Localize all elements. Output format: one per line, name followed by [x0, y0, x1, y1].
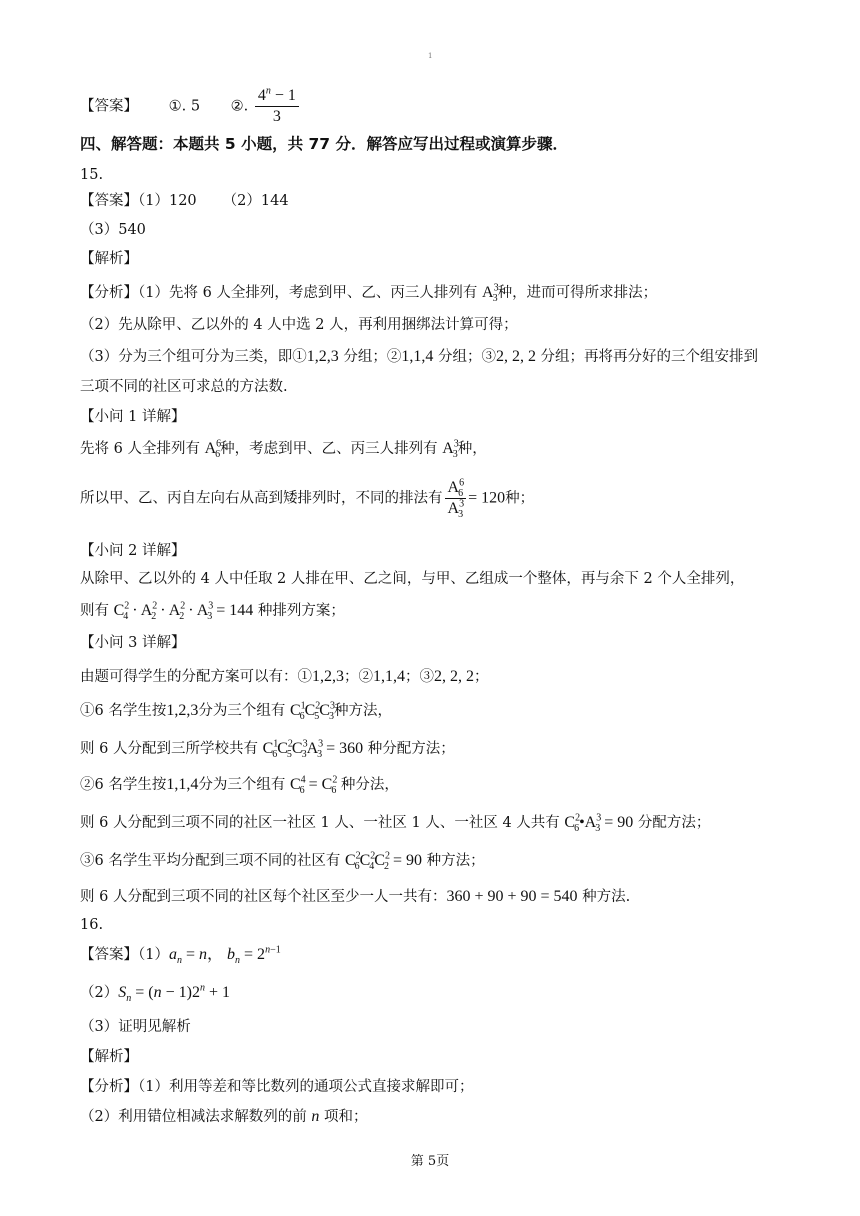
text: 由题可得学生的分配方案可以有：① [80, 669, 312, 685]
analysis-label: 【分析】 [80, 1079, 138, 1095]
analysis-text: 种，进而可得所求排法； [497, 285, 658, 301]
q15-part3-line3 [80, 738, 455, 760]
text: 种排列方案； [253, 603, 345, 619]
answer-label: 【答案】 [80, 98, 138, 115]
seq-114: 1,1,4 [166, 776, 199, 793]
text: 种分配方法； [363, 741, 455, 757]
q16-answer-1-prefix: （1） [138, 947, 169, 963]
text: 分为三个组有 [198, 777, 290, 793]
result: = 90 [600, 814, 634, 831]
q15-part3-line7 [80, 886, 630, 908]
text: 种方法； [422, 853, 485, 869]
q16-jiexi-label: 【解析】 [80, 1049, 138, 1065]
q15-part1-line2 [80, 478, 534, 519]
q15-analysis-2: （2）先从除甲、乙以外的 4 人中选 2 人，再利用捆绑法计算可得； [80, 317, 518, 333]
q15-part3-line4 [80, 774, 399, 796]
text: 分配方法； [633, 815, 711, 831]
text: ②6 名学生按 [80, 777, 167, 793]
text: ①6 名学生按 [80, 703, 167, 719]
q15-answer-line [80, 190, 289, 212]
result: 360 + 90 + 90 = 540 [446, 888, 578, 905]
q15-part2-line1: 从除甲、乙以外的 4 人中任取 2 人排在甲、乙之间，与甲、乙组成一个整体，再与余下 2 个人全排列， [80, 571, 745, 587]
text: 种； [505, 490, 535, 507]
result: = 90 [388, 852, 422, 869]
q15-part1-title: 【小问 1 详解】 [80, 409, 186, 425]
page-top-mark: 1 [428, 52, 433, 60]
text: 种方法. [577, 889, 631, 905]
formula-C62C42C22: $C^2_6C^2_4C^2_2$ [344, 850, 390, 873]
text: 先将 6 人全排列有 [80, 441, 205, 457]
answer-label: 【答案】 [80, 947, 138, 963]
q16-number: 16. [80, 917, 104, 933]
answer-option-1: ①. 5 [168, 98, 201, 115]
formula-A33: $A^3_3$ [442, 438, 459, 461]
q15-answer-2: （2）144 [222, 193, 289, 209]
q15-part2-title: 【小问 2 详解】 [80, 543, 186, 559]
formula-an-bn: $a_n = n$， $b_n = 2^{n-1}$ [168, 944, 281, 967]
q15-analysis-1 [80, 282, 657, 304]
text: 则有 [80, 603, 114, 619]
text: 所以甲、乙、丙自左向右从高到矮排列时，不同的排法有 [80, 490, 443, 507]
q15-part3-title: 【小问 3 详解】 [80, 635, 186, 651]
q15-part3-line1 [80, 666, 489, 688]
q16-answer-3: （3）证明见解析 [80, 1019, 191, 1035]
text: ；③ [405, 669, 434, 685]
analysis-text: 分组；② [338, 349, 402, 365]
q15-part1-line1 [80, 438, 487, 460]
seq-123: 1,2,3 [166, 702, 199, 719]
answer-fraction: $\frac{4^n - 1}{3}$ [255, 86, 299, 127]
variable-n: n [311, 1108, 320, 1125]
result: = 144 [212, 602, 254, 619]
analysis-text: 分组；③ [433, 349, 496, 365]
q16-answer-2 [80, 982, 230, 1004]
text: 种分法， [336, 777, 399, 793]
seq-123: 1,2,3 [312, 668, 344, 685]
seq-222: 2, 2, 2 [495, 348, 536, 365]
formula-A33: $A^3_3$ [482, 282, 499, 305]
fraction-A66-over-A33: $\frac{A^6_6}{A^3_3}$ [445, 478, 467, 519]
text: 则 6 人分配到三所学校共有 [80, 741, 263, 757]
q15-jiexi-label: 【解析】 [80, 251, 138, 267]
q15-answer-1: （1）120 [138, 193, 197, 209]
text: 则 6 人分配到三项不同的社区每个社区至少一人一共有： [80, 889, 447, 905]
q16-analysis-1 [80, 1076, 473, 1098]
analysis-text: （1）先将 6 人全排列，考虑到甲、乙、丙三人排列有 [138, 285, 483, 301]
formula-C64-eq-C62: $C^4_6 = C^2_6$ [289, 774, 338, 797]
text: 种方法， [333, 703, 392, 719]
text: 种，考虑到甲、乙、丙三人排列有 [220, 441, 443, 457]
analysis-text: 分组；再将再分好的三个组安排到 [535, 349, 759, 365]
q16-answer-2-prefix: （2） [80, 985, 119, 1001]
text: 种， [457, 441, 487, 457]
q15-part3-line6 [80, 850, 485, 872]
q15-answer-3: （3）540 [80, 222, 146, 238]
formula-A66: $A^6_6$ [204, 438, 222, 461]
q15-part3-line5 [80, 812, 710, 834]
answer-label: 【答案】 [80, 193, 138, 209]
text: 分为三个组有 [198, 703, 290, 719]
formula-C62A33: $C^2_6•A^3_3$ [564, 812, 602, 835]
q15-analysis-3 [80, 346, 758, 368]
analysis-text: 项和； [319, 1109, 368, 1125]
section-heading: 四、解答题：本题共 5 小题，共 77 分．解答应写出过程或演算步骤． [80, 135, 568, 153]
q15-part2-line2 [80, 600, 345, 622]
text: 则 6 人分配到三项不同的社区一社区 1 人、一社区 1 人、一社区 4 人共有 [80, 815, 565, 831]
seq-114: 1,1,4 [401, 348, 434, 365]
analysis-text: （1）利用等差和等比数列的通项公式直接求解即可； [138, 1079, 474, 1095]
text: ； [474, 669, 489, 685]
result: = 120 [468, 489, 506, 507]
analysis-text: （2）利用错位相减法求解数列的前 [80, 1109, 312, 1125]
analysis-label: 【分析】 [80, 285, 138, 301]
result: = 360 [322, 740, 364, 757]
q16-analysis-2 [80, 1106, 367, 1128]
answer-14-line [80, 86, 301, 127]
q15-analysis-3-cont: 三项不同的社区可求总的方法数. [80, 379, 288, 395]
q15-number: 15. [80, 167, 104, 183]
text: ；② [344, 669, 373, 685]
page-footer: 第 5页 [410, 1154, 450, 1169]
text: ③6 名学生平均分配到三项不同的社区有 [80, 853, 345, 869]
answer-option-2: ②. [230, 98, 249, 115]
formula-C42A22A22A33: $C^2_4 \cdot A^2_2 \cdot A^2_2 \cdot A^3_3$ [113, 600, 214, 623]
q15-part3-line2 [80, 700, 392, 722]
seq-123: 1,2,3 [306, 348, 339, 365]
seq-114: 1,1,4 [373, 668, 405, 685]
q16-answer-line [80, 944, 281, 966]
formula-C61C52C33A33: $C^1_6C^2_5C^3_3A^3_3$ [262, 738, 324, 761]
analysis-text: （3）分为三个组可分为三类，即① [80, 349, 307, 365]
formula-Sn: $S_n = (n - 1)2^n + 1$ [118, 982, 230, 1005]
seq-222: 2, 2, 2 [434, 668, 474, 685]
formula-C61C52C33: $C^1_6C^2_5C^3_3$ [289, 700, 335, 723]
